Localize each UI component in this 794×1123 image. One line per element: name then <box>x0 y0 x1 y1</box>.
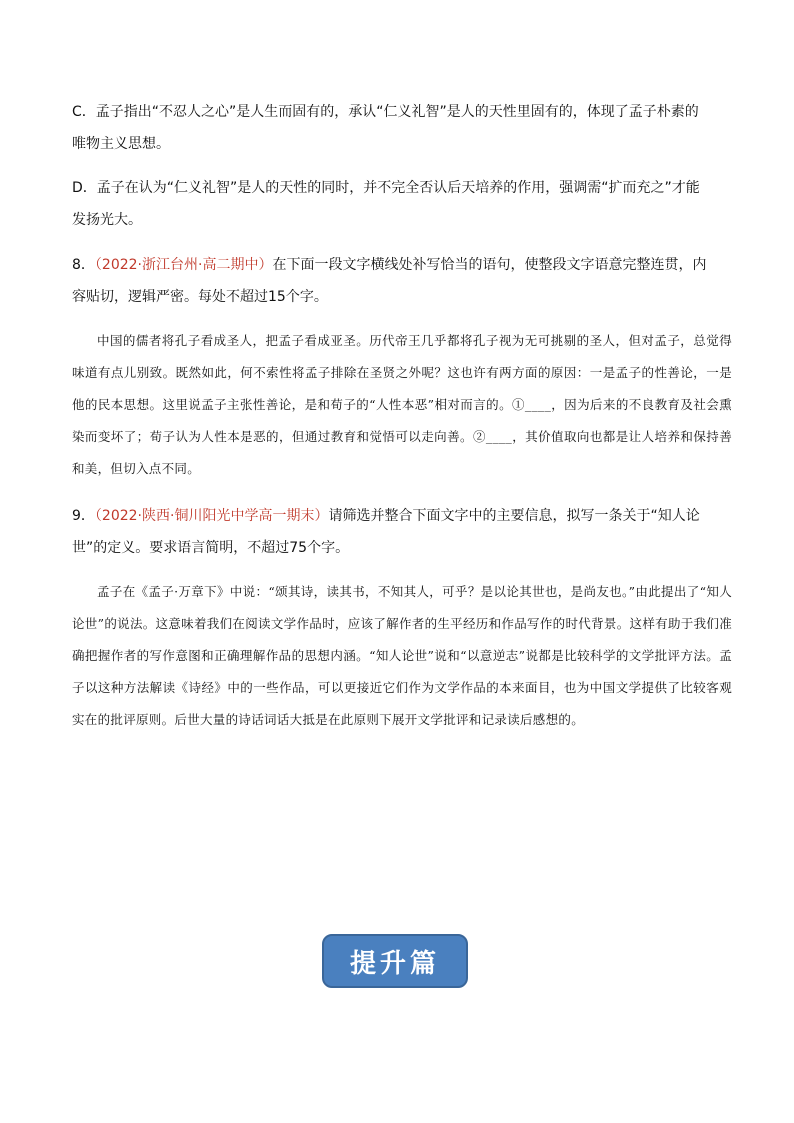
question-8-number: 8． <box>72 257 95 273</box>
question-9-passage: 孟子在《孟子·万章下》中说：“颂其诗，读其书，不知其人，可乎？是以论其世也，是尚友也。”由此提出了“知人论世”的说法。这意味着我们在阅读文学作品时，应该了解作者的生平经历和作品写作的时代背景。这样有助于我们准确把握作者的写作意图和正确理解作品的思想内涵。“知人论世”说和“以意逆志”说都是比较科学的文学批评方法。孟子以这种方法解读《诗经》中的一些作品，可以更接近它们作为文学作品的本来面目，也为中国文学提供了比较客观实在的批评原则。后世大量的诗话词话大抵是在此原则下展开文学批评和记录读后感想的。 <box>72 584 732 727</box>
question-9-prompt-line1: 请筛选并整合下面文字中的主要信息，拟写一条关于“知人论 <box>328 508 700 524</box>
option-c-line1: C．孟子指出“不忍人之心”是人生而固有的，承认“仁义礼智”是人的天性里固有的，体现了孟子朴素的 <box>72 104 699 120</box>
question-8 <box>72 249 732 313</box>
option-c <box>72 96 732 160</box>
option-d-line1: D．孟子在认为“仁义礼智”是人的天性的同时，并不完全否认后天培养的作用，强调需“扩而充之”才能 <box>72 180 700 196</box>
option-d-line2: 发扬光大。 <box>72 212 142 228</box>
question-8-prompt-line2: 容贴切，逻辑严密。每处不超过15个字。 <box>72 289 328 305</box>
question-9-source: （2022·陕西·铜川阳光中学高一期末） <box>94 508 329 524</box>
option-d <box>72 172 732 236</box>
question-8-passage: 中国的儒者将孔子看成圣人，把孟子看成亚圣。历代帝王几乎都将孔子视为无可挑剔的圣人，但对孟子，总觉得味道有点儿别致。既然如此，何不索性将孟子排除在圣贤之外呢？这也许有两方面的原因：一是孟子的性善论，一是他的民本思想。这里说孟子主张性善论，是和荀子的“人性本恶”相对而言的。①____，因为后来的不良教育及社会熏染而变坏了；荀子认为人性本是恶的，但通过教育和觉悟可以走向善。②____，其价值取向也都是让人培养和保持善和美，但切入点不同。 <box>72 333 732 476</box>
question-9-prompt-line2: 世”的定义。要求语言简明，不超过75个字。 <box>72 540 350 556</box>
question-8-prompt-line1: 在下面一段文字横线处补写恰当的语句，使整段文字语意完整连贯，内 <box>272 257 707 273</box>
question-8-source: （2022·浙江台州·高二期中） <box>94 257 273 273</box>
section-badge-tisheng: 提升篇 <box>322 934 468 988</box>
question-9-number: 9． <box>72 508 95 524</box>
option-c-line2: 唯物主义思想。 <box>72 136 170 152</box>
question-9 <box>72 500 732 564</box>
